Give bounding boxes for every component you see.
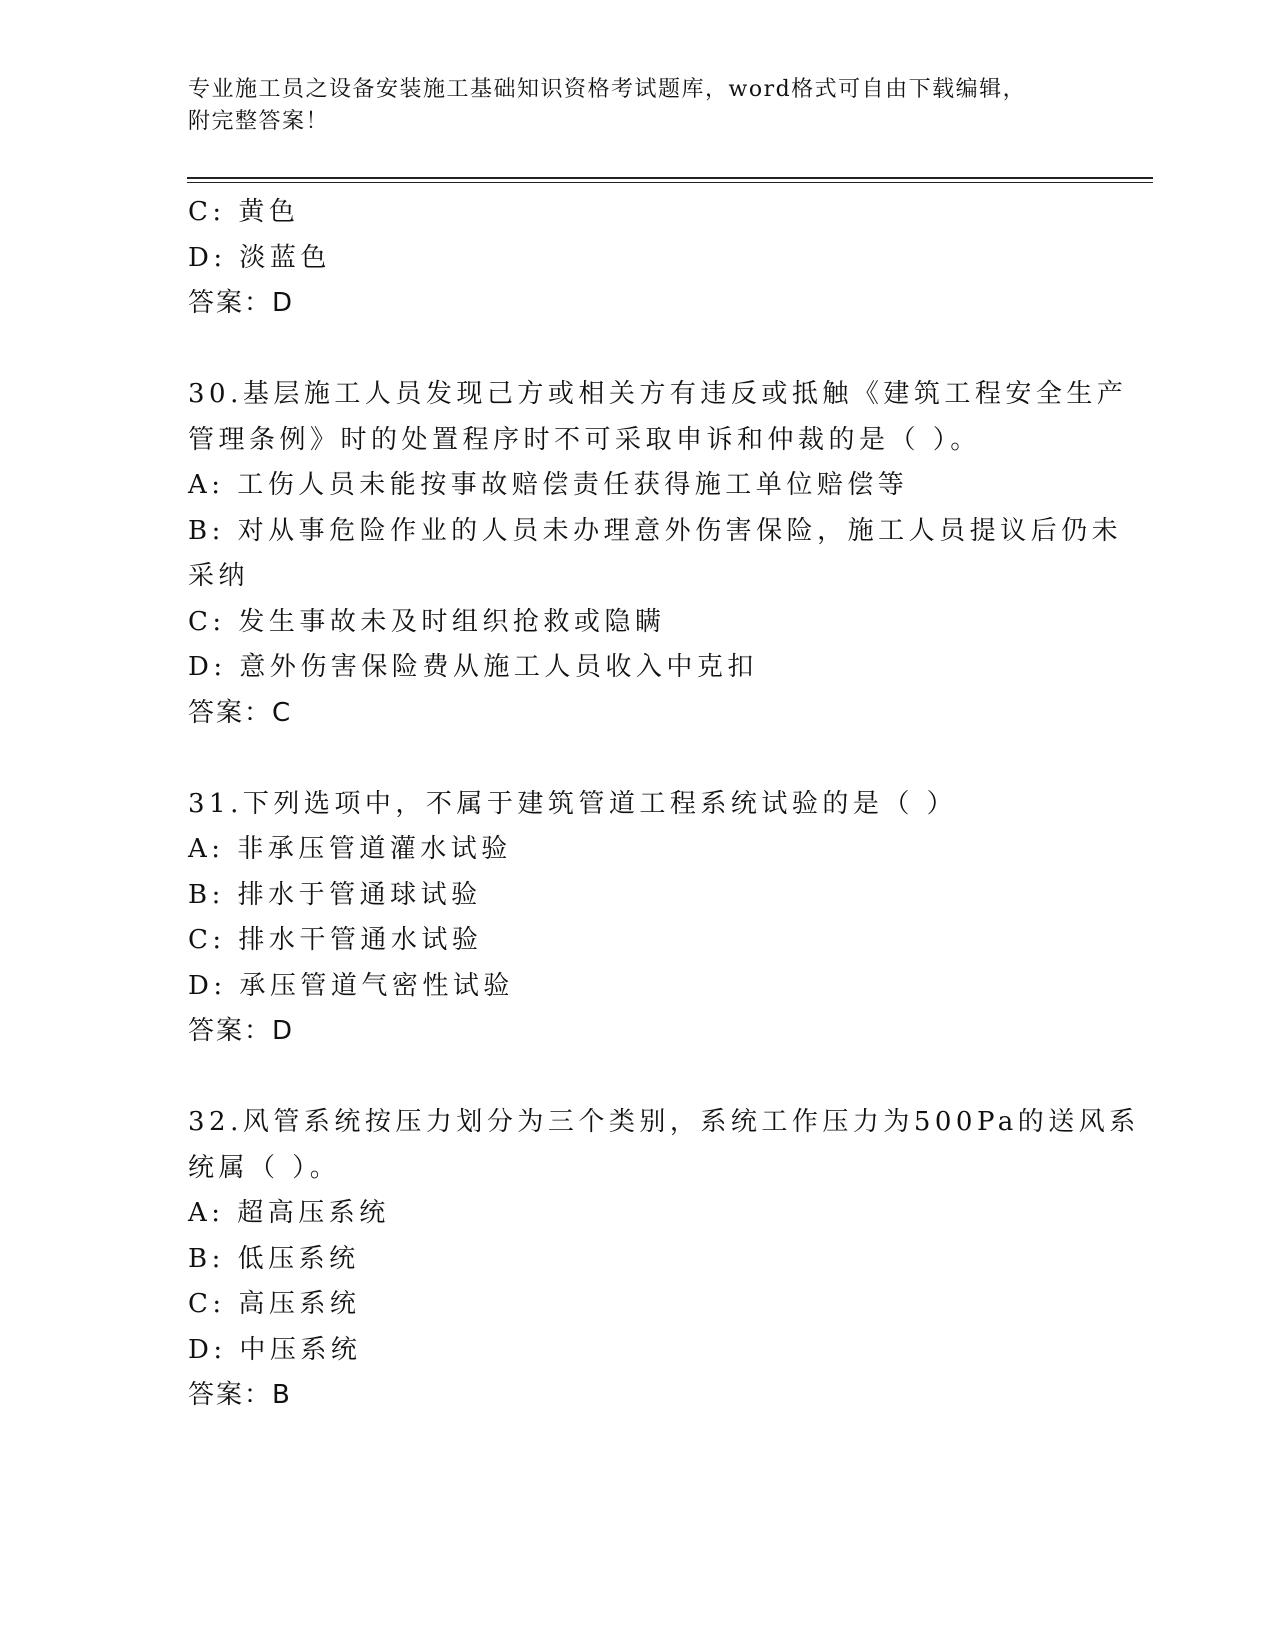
- header-divider-thin: [187, 182, 1153, 183]
- question-stem-line-1: 30.基层施工人员发现己方或相关方有违反或抵触《建筑工程安全生产: [188, 379, 1128, 409]
- spacer: [188, 1055, 1088, 1101]
- question-32: [188, 1100, 1140, 1419]
- document-header: [188, 74, 1068, 138]
- question-stem-line-2: 管理条例》时的处置程序时不可采取申诉和仲裁的是（ ）。: [188, 424, 981, 455]
- answer-line: 答案：C: [188, 697, 293, 728]
- option-b: B: 低压系统: [188, 1243, 360, 1274]
- header-line-1: 专业施工员之设备安装施工基础知识资格考试题库，word格式可自由下载编辑，: [188, 77, 1027, 102]
- option-c: C: 发生事故未及时组织抢救或隐瞒: [188, 606, 666, 637]
- question-stem-line-2: 统属（ ）。: [188, 1152, 341, 1183]
- answer-line: 答案：D: [188, 1016, 295, 1046]
- option-d: D: 意外伤害保险费从施工人员收入中克扣: [188, 652, 758, 682]
- spacer: [188, 327, 1088, 373]
- spacer: [188, 736, 1088, 782]
- option-a: A: 工伤人员未能按事故赔偿责任获得施工单位赔偿等: [188, 470, 909, 500]
- question-stem: 31.下列选项中，不属于建筑管道工程系统试验的是（ ）: [188, 788, 958, 819]
- option-b-line-1: B: 对从事危险作业的人员未办理意外伤害保险，施工人员提议后仍未: [188, 515, 1123, 546]
- option-d: D: 淡蓝色: [188, 242, 331, 273]
- option-b-line-2: 采纳: [188, 561, 250, 591]
- option-b: B: 排水于管通球试验: [188, 879, 482, 910]
- question-list: [188, 190, 1140, 1419]
- option-c: C: 高压系统: [188, 1289, 361, 1319]
- question-stem-line-1: 32.风管系统按压力划分为三个类别，系统工作压力为500Pa的送风系: [188, 1107, 1140, 1137]
- header-line-2: 附完整答案！: [188, 109, 330, 134]
- answer-line: 答案：B: [188, 1380, 292, 1410]
- answer-line: 答案：D: [188, 288, 295, 318]
- option-c: C: 黄色: [188, 197, 300, 227]
- question-30: [188, 372, 1128, 736]
- option-d: D: 承压管道气密性试验: [188, 970, 514, 1001]
- option-c: C: 排水干管通水试验: [188, 925, 483, 955]
- header-divider-thick: [187, 177, 1153, 179]
- option-a: A: 超高压系统: [188, 1198, 390, 1228]
- question-29-tail: [188, 190, 1088, 327]
- option-d: D: 中压系统: [188, 1334, 362, 1365]
- question-31: [188, 782, 1088, 1055]
- option-a: A: 非承压管道灌水试验: [188, 834, 512, 864]
